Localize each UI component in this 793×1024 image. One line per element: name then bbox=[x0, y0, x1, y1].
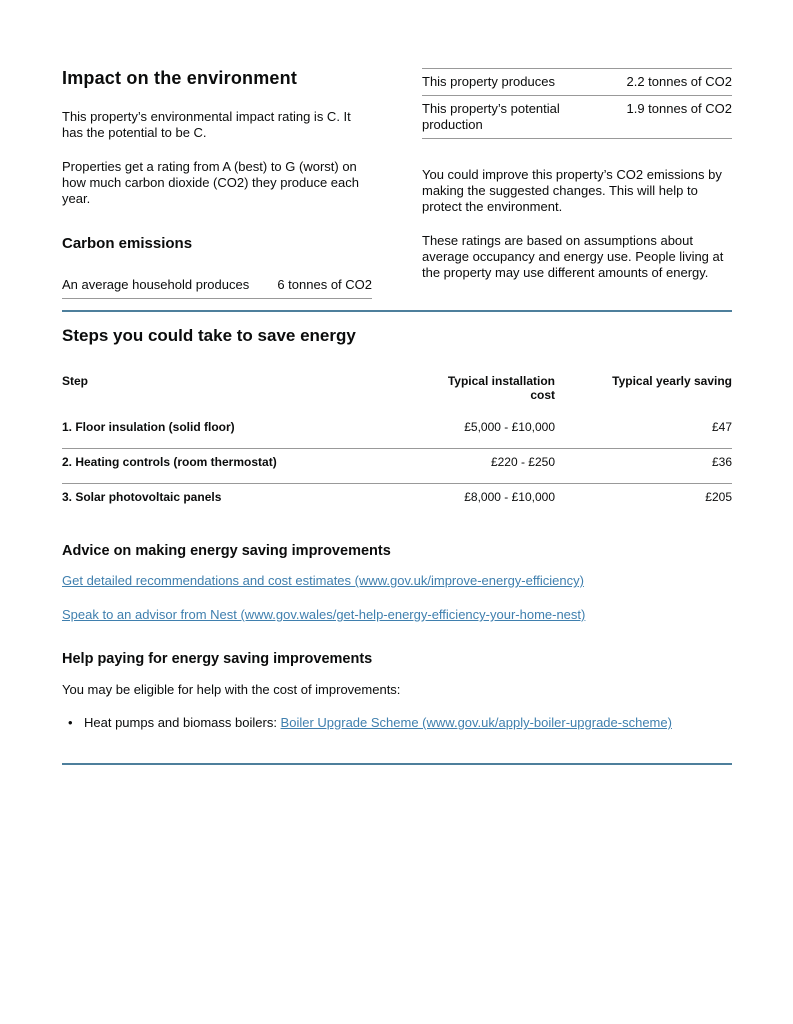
page-bottom-divider bbox=[62, 763, 732, 765]
help-intro-paragraph: You may be eligible for help with the cost of improvements: bbox=[62, 682, 401, 697]
step-saving: £205 bbox=[705, 490, 732, 504]
column-header-saving: Typical yearly saving bbox=[612, 374, 732, 388]
step-cost: £220 - £250 bbox=[490, 455, 555, 469]
average-household-table bbox=[62, 272, 372, 299]
section-divider bbox=[62, 310, 732, 312]
row-label: An average household produces bbox=[62, 277, 250, 292]
table-row bbox=[62, 483, 732, 518]
environment-rating-paragraph: This property’s environmental impact rating is C. It has the potential to be C. bbox=[62, 109, 351, 140]
nest-advisor-link[interactable]: Speak to an advisor from Nest (www.gov.wales/get-help-energy-efficiency-your-home-nest) bbox=[62, 607, 586, 622]
steps-heading: Steps you could take to save energy bbox=[62, 326, 356, 345]
step-name: 1. Floor insulation (solid floor) bbox=[62, 420, 235, 434]
environment-section bbox=[62, 68, 732, 310]
rating-scale-paragraph: Properties get a rating from A (best) to G (worst) on how much carbon dioxide (CO2) they produce each year. bbox=[62, 159, 359, 206]
property-co2-table bbox=[422, 68, 732, 139]
column-header-step: Step bbox=[62, 374, 89, 388]
help-heading: Help paying for energy saving improvements bbox=[62, 651, 373, 667]
environment-left-column bbox=[62, 68, 372, 299]
step-saving: £36 bbox=[711, 455, 732, 469]
table-row bbox=[422, 68, 732, 96]
table-row bbox=[62, 414, 732, 448]
steps-table-header bbox=[62, 374, 732, 414]
row-label: This property’s potential production bbox=[422, 101, 560, 132]
step-saving: £47 bbox=[711, 420, 732, 434]
row-label: This property produces bbox=[422, 74, 555, 89]
step-cost: £8,000 - £10,000 bbox=[464, 490, 555, 504]
steps-table bbox=[62, 374, 732, 518]
table-row bbox=[422, 96, 732, 139]
assumptions-paragraph: These ratings are based on assumptions about average occupancy and energy use. People living at the property may use different amounts of energy. bbox=[422, 233, 724, 280]
recommendations-link[interactable]: Get detailed recommendations and cost estimates (www.gov.uk/improve-energy-efficiency) bbox=[62, 573, 584, 588]
table-row bbox=[62, 272, 372, 299]
boiler-upgrade-scheme-link[interactable]: Boiler Upgrade Scheme (www.gov.uk/apply-boiler-upgrade-scheme) bbox=[280, 715, 672, 730]
advice-heading: Advice on making energy saving improvements bbox=[62, 543, 391, 559]
list-item bbox=[68, 715, 732, 731]
environment-right-column bbox=[422, 68, 732, 281]
column-header-cost: Typical installation cost bbox=[447, 374, 555, 402]
improve-emissions-paragraph: You could improve this property’s CO2 emissions by making the suggested changes. This will help to protect the environment. bbox=[422, 167, 722, 214]
bullet-icon: • bbox=[68, 715, 73, 730]
row-value: 2.2 tonnes of CO2 bbox=[626, 74, 732, 89]
step-name: 3. Solar photovoltaic panels bbox=[62, 490, 222, 504]
carbon-emissions-heading: Carbon emissions bbox=[62, 235, 193, 252]
environment-heading: Impact on the environment bbox=[62, 68, 298, 88]
step-cost: £5,000 - £10,000 bbox=[464, 420, 555, 434]
row-value: 1.9 tonnes of CO2 bbox=[626, 101, 732, 116]
table-row bbox=[62, 448, 732, 483]
step-name: 2. Heating controls (room thermostat) bbox=[62, 455, 277, 469]
row-value: 6 tonnes of CO2 bbox=[277, 277, 372, 292]
advice-links bbox=[62, 572, 732, 624]
bullet-prefix-text: Heat pumps and biomass boilers: bbox=[84, 715, 281, 730]
bullet-content bbox=[84, 715, 672, 731]
